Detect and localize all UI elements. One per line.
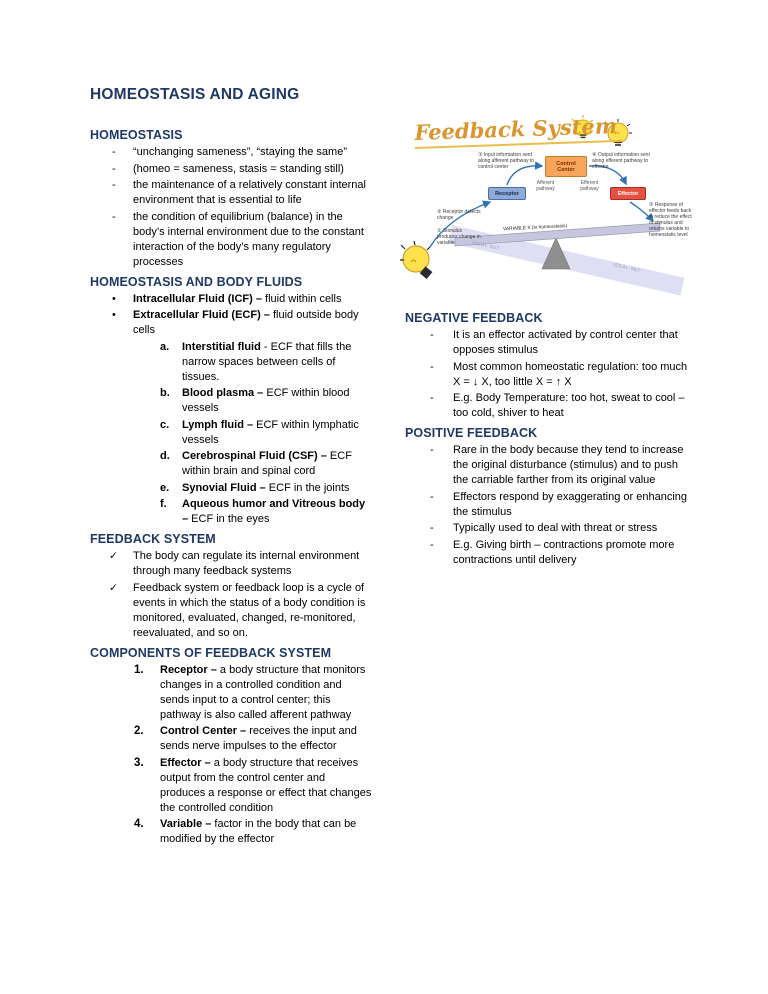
feedback-system-diagram xyxy=(400,112,692,304)
list-item xyxy=(90,308,373,338)
list-item xyxy=(90,418,373,448)
list-item-text: Cerebrospinal Fluid (CSF) – ECF within brain and spinal cord xyxy=(182,450,352,477)
list-item xyxy=(405,328,692,358)
diagram-step3-label: ③ Input information sent along afferent pathway to control center xyxy=(478,152,535,170)
list-item-text: Intracellular Fluid (ICF) – fluid within cells xyxy=(133,292,342,305)
heading-components: COMPONENTS OF FEEDBACK SYSTEM xyxy=(90,645,332,660)
dash-marker: - xyxy=(430,392,434,404)
list-item xyxy=(90,581,373,641)
diagram-ideal-set-label: IDEAL SET xyxy=(612,261,642,274)
dash-marker: - xyxy=(112,210,116,223)
list-item-text: Receptor – a body structure that monitors changes in a controlled condition and sends input to a control center; this pathway is also called afferent pathway xyxy=(160,663,366,721)
check-marker: ✓ xyxy=(109,581,118,594)
list-item xyxy=(90,497,373,527)
list-item xyxy=(90,386,373,416)
list-item-text: Typically used to deal with threat or stress xyxy=(453,522,658,534)
list-item-text: the condition of equilibrium (balance) in the body’s internal environment due to the constant interaction of the body’s many regulatory processes xyxy=(133,210,364,268)
dash-marker: - xyxy=(430,522,434,534)
dash-marker: - xyxy=(112,146,116,158)
diagram-effector-box: Effector xyxy=(610,187,646,200)
number-marker: 3. xyxy=(134,756,144,769)
dash-marker: - xyxy=(430,360,434,373)
lightbulb-icon xyxy=(400,241,432,279)
letter-marker: c. xyxy=(160,418,170,431)
list-item-text: Effectors respond by exaggerating or enhancing the stimulus xyxy=(453,490,688,518)
heading-negative-feedback: NEGATIVE FEEDBACK xyxy=(405,311,543,325)
dash-marker: - xyxy=(112,162,116,175)
list-item-text: Effector – a body structure that receives output from the control center and produces a response or effect that changes the controlled condition xyxy=(160,756,372,814)
list-item-text: E.g. Giving birth – contractions promote more contractions until delivery xyxy=(453,538,675,566)
list-item xyxy=(90,145,373,160)
diagram-variable-label: VARIABLE X (in homeostasis) xyxy=(502,224,568,233)
list-item xyxy=(90,549,373,579)
list-item xyxy=(90,817,373,847)
heading-feedback-system: FEEDBACK SYSTEM xyxy=(90,532,216,546)
list-item xyxy=(90,162,373,177)
list-item xyxy=(90,724,373,754)
diagram-afferent-pathway-label: Afferent pathway xyxy=(536,180,555,192)
list-item-text: E.g. Body Temperature: too hot, sweat to cool – too cold, shiver to heat xyxy=(453,392,685,419)
list-item-text: Extracellular Fluid (ECF) – fluid outside body cells xyxy=(133,309,359,336)
list-item-text: Interstitial fluid - ECF that fills the narrow spaces between cells of tissues. xyxy=(182,340,352,383)
list-item-text: Lymph fluid – ECF within lymphatic vessels xyxy=(182,418,359,446)
number-marker: 4. xyxy=(134,818,144,830)
list-item-text: Variable – factor in the body that can be modified by the effector xyxy=(160,818,357,845)
list-item-text: Blood plasma – ECF within blood vessels xyxy=(182,387,350,414)
letter-marker: b. xyxy=(160,387,170,399)
diagram-step4-label: ④ Output information sent along efferent pathway to effector xyxy=(592,152,650,170)
letter-marker: d. xyxy=(160,450,170,462)
document-title: HOMEOSTASIS AND AGING xyxy=(90,86,300,103)
diagram-receptor-box: Receptor xyxy=(488,187,526,200)
diagram-control-center-box: Control Center xyxy=(545,156,587,177)
list-item xyxy=(405,360,692,390)
list-item xyxy=(90,449,373,479)
dash-marker: - xyxy=(112,179,116,191)
diagram-step2-label: ② Receptor detects change xyxy=(437,209,481,221)
check-marker: ✓ xyxy=(109,550,118,562)
list-item xyxy=(90,178,373,208)
dash-marker: - xyxy=(430,538,434,551)
dash-marker: - xyxy=(430,490,434,503)
right-column xyxy=(405,311,692,569)
list-item xyxy=(90,340,373,385)
letter-marker: a. xyxy=(160,340,170,353)
list-item-text: (homeo = sameness, stasis = standing still) xyxy=(133,162,344,175)
list-item xyxy=(90,210,373,270)
heading-body-fluids: HOMEOSTASIS AND BODY FLUIDS xyxy=(90,274,303,289)
list-item xyxy=(405,538,692,568)
heading-positive-feedback: POSITIVE FEEDBACK xyxy=(405,426,538,440)
list-item-text: It is an effector activated by control center that opposes stimulus xyxy=(453,329,678,356)
diagram-step5-label: ⑤ Response of effector feeds back to reduce the effect of stimulus and returns variable to homeostatic level xyxy=(649,202,692,238)
letter-marker: e. xyxy=(160,481,170,494)
list-item-text: Aqueous humor and Vitreous body – ECF in the eyes xyxy=(182,498,366,525)
diagram-step1-label: ① Stimulus produces change in variable xyxy=(437,228,481,246)
list-item xyxy=(405,521,692,536)
number-marker: 1. xyxy=(134,663,144,676)
bullet-marker: • xyxy=(112,292,116,305)
dash-marker: - xyxy=(430,444,434,456)
list-item-text: Rare in the body because they tend to increase the original disturbance (stimulus) and to push the carriable farther from its original value xyxy=(453,444,684,486)
list-item xyxy=(90,663,373,723)
list-item xyxy=(405,391,692,421)
list-item-text: Synovial Fluid – ECF in the joints xyxy=(182,481,350,494)
diagram-ideal-set-label: IDEAL SET xyxy=(471,239,501,252)
list-item-text: Most common homeostatic regulation: too much X = ↓ X, too little X = ↑ X xyxy=(453,360,688,388)
list-item xyxy=(90,756,373,816)
bullet-marker: • xyxy=(112,309,116,321)
diagram-efferent-pathway-label: Efferent pathway xyxy=(580,180,599,192)
list-item-text: Control Center – receives the input and sends nerve impulses to the effector xyxy=(160,725,357,752)
number-marker: 2. xyxy=(134,725,144,737)
letter-marker: f. xyxy=(160,498,167,510)
dash-marker: - xyxy=(430,329,434,341)
list-item-text: The body can regulate its internal environment through many feedback systems xyxy=(133,550,360,577)
list-item xyxy=(405,443,692,488)
list-item-text: Feedback system or feedback loop is a cycle of events in which the status of a body condition is monitored, evaluated, changed, re-monitored, reevaluated, and so on. xyxy=(133,581,366,639)
list-item xyxy=(405,490,692,520)
left-column xyxy=(90,128,373,849)
heading-homeostasis: HOMEOSTASIS xyxy=(90,128,183,142)
list-item-text: the maintenance of a relatively constant internal environment that is essential to life xyxy=(133,179,366,206)
list-item xyxy=(90,481,373,496)
diagram-title: Feedback System xyxy=(414,113,622,149)
list-item-text: “unchanging sameness”, “staying the same” xyxy=(133,146,347,158)
list-item xyxy=(90,292,373,307)
